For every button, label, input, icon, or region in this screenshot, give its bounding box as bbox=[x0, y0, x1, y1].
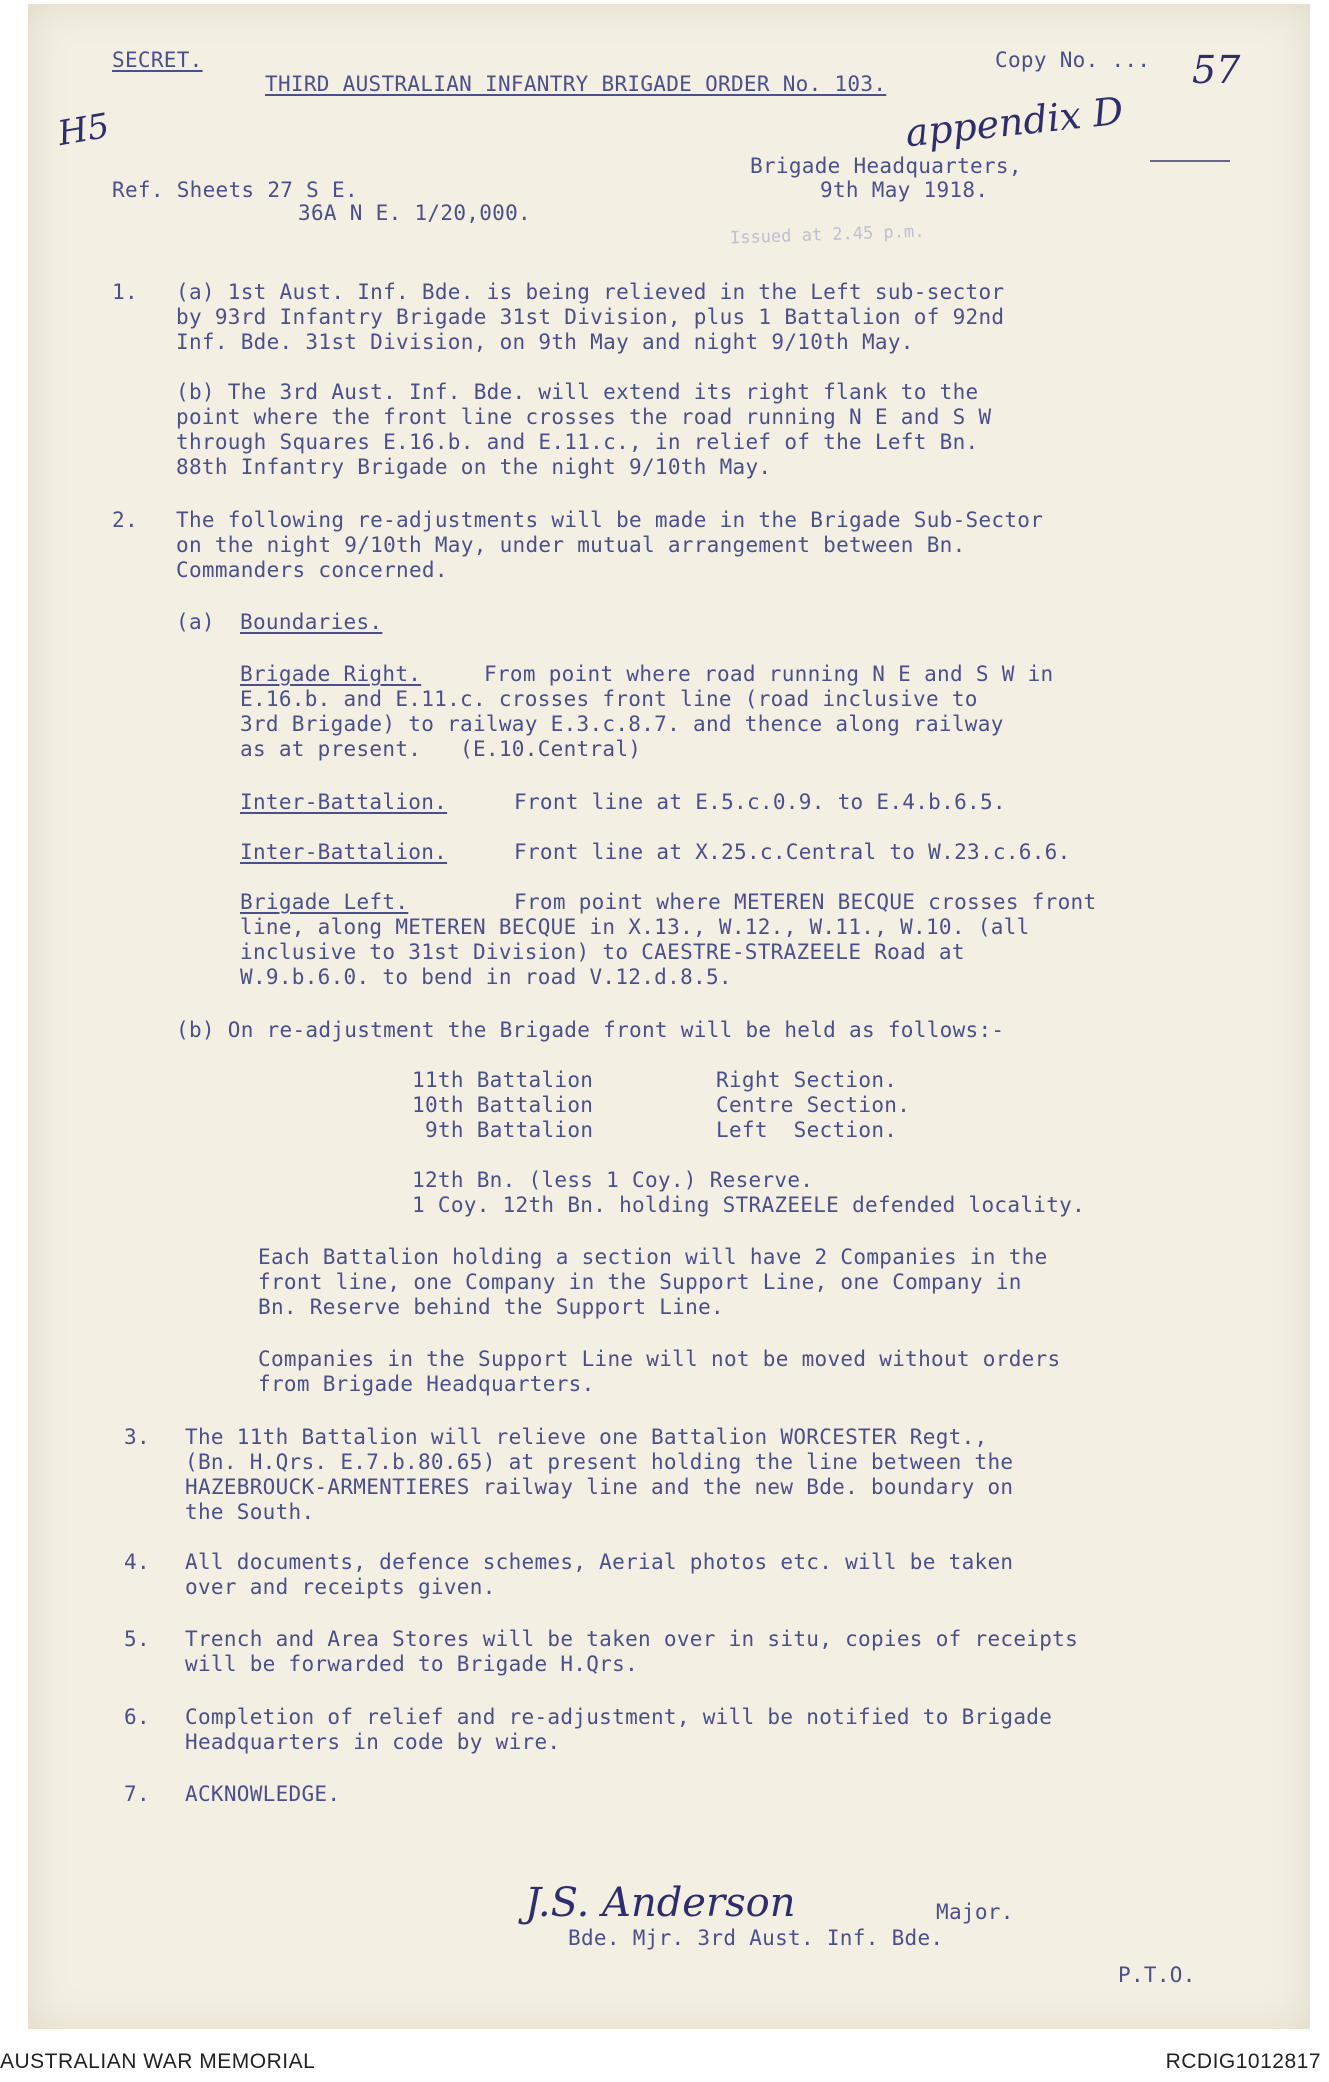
para1b-line3: through Squares E.16.b. and E.11.c., in relief of the Left Bn. bbox=[176, 430, 979, 454]
acknowledge: ACKNOWLEDGE. bbox=[185, 1782, 341, 1806]
para1b-line4: 88th Infantry Brigade on the night 9/10th May. bbox=[176, 455, 772, 479]
para3-line3: HAZEBROUCK-ARMENTIERES railway line and the new Bde. boundary on bbox=[185, 1475, 1014, 1499]
inter-battalion-2-text: Front line at X.25.c.Central to W.23.c.6.6. bbox=[514, 840, 1071, 864]
section-name-1: Right Section. bbox=[716, 1068, 898, 1092]
brigade-left-line1: From point where METEREN BECQUE crosses front bbox=[514, 890, 1097, 914]
para1-number: 1. bbox=[112, 280, 138, 304]
pto-note: P.T.O. bbox=[1118, 1963, 1196, 1987]
para6-number: 6. bbox=[124, 1705, 150, 1729]
order-date: 9th May 1918. bbox=[820, 178, 989, 202]
brigade-right-line4: as at present. (E.10.Central) bbox=[240, 737, 642, 761]
para1b-line2: point where the front line crosses the road running N E and S W bbox=[176, 405, 992, 429]
reserve-line2: 1 Coy. 12th Bn. holding STRAZEELE defended locality. bbox=[412, 1193, 1086, 1217]
para2b-text: (b) On re-adjustment the Brigade front will be held as follows:- bbox=[176, 1018, 1005, 1042]
para3-line1: The 11th Battalion will relieve one Battalion WORCESTER Regt., bbox=[185, 1425, 988, 1449]
brigade-left-line4: W.9.b.6.0. to bend in road V.12.d.8.5. bbox=[240, 965, 732, 989]
section-bn-1: 11th Battalion bbox=[412, 1068, 594, 1092]
boundaries-heading: Boundaries. bbox=[240, 610, 383, 634]
section-name-3: Left Section. bbox=[716, 1118, 898, 1142]
secret-label: SECRET. bbox=[112, 48, 203, 72]
companies-line2: from Brigade Headquarters. bbox=[258, 1372, 595, 1396]
brigade-hq: Brigade Headquarters, bbox=[750, 154, 1022, 178]
para4-line1: All documents, defence schemes, Aerial photos etc. will be taken bbox=[185, 1550, 1014, 1574]
para2-intro-line2: on the night 9/10th May, under mutual arrangement between Bn. bbox=[176, 533, 966, 557]
section-bn-2: 10th Battalion bbox=[412, 1093, 594, 1117]
para1b-line1: (b) The 3rd Aust. Inf. Bde. will extend its right flank to the bbox=[176, 380, 979, 404]
para2-intro-line3: Commanders concerned. bbox=[176, 558, 448, 582]
brigade-left-line3: inclusive to 31st Division) to CAESTRE-STRAZEELE Road at bbox=[240, 940, 965, 964]
each-battalion-line1: Each Battalion holding a section will have 2 Companies in the bbox=[258, 1245, 1048, 1269]
signature-title: Bde. Mjr. 3rd Aust. Inf. Bde. bbox=[568, 1926, 944, 1950]
inter-battalion-2-label: Inter-Battalion. bbox=[240, 840, 448, 864]
para1a-line1: (a) 1st Aust. Inf. Bde. is being relieved in the Left sub-sector bbox=[176, 280, 1005, 304]
appendix-underline bbox=[1150, 160, 1230, 162]
para6-line2: Headquarters in code by wire. bbox=[185, 1730, 561, 1754]
footer-institution: AUSTRALIAN WAR MEMORIAL bbox=[0, 2050, 316, 2073]
para6-line1: Completion of relief and re-adjustment, will be notified to Brigade bbox=[185, 1705, 1053, 1729]
para5-line1: Trench and Area Stores will be taken over in situ, copies of receipts bbox=[185, 1627, 1079, 1651]
brigade-right-line2: E.16.b. and E.11.c. crosses front line (road inclusive to bbox=[240, 687, 978, 711]
reserve-line1: 12th Bn. (less 1 Coy.) Reserve. bbox=[412, 1168, 814, 1192]
margin-annotation: H5 bbox=[54, 105, 113, 155]
footer-record-id: RCDIG1012817 bbox=[1165, 2050, 1321, 2073]
signature: J.S. Anderson bbox=[525, 1880, 796, 1926]
issued-stamp: Issued at 2.45 p.m. bbox=[729, 221, 925, 249]
copy-number: Copy No. ... bbox=[995, 48, 1151, 72]
para3-line2: (Bn. H.Qrs. E.7.b.80.65) at present holding the line between the bbox=[185, 1450, 1014, 1474]
brigade-left-line2: line, along METEREN BECQUE in X.13., W.12., W.11., W.10. (all bbox=[240, 915, 1030, 939]
companies-line1: Companies in the Support Line will not be moved without orders bbox=[258, 1347, 1061, 1371]
brigade-right-line3: 3rd Brigade) to railway E.3.c.8.7. and thence along railway bbox=[240, 712, 1004, 736]
section-name-2: Centre Section. bbox=[716, 1093, 911, 1117]
appendix-annotation: appendix D bbox=[903, 88, 1126, 156]
para3-number: 3. bbox=[124, 1425, 150, 1449]
ref-sheets-line2: 36A N E. 1/20,000. bbox=[298, 201, 531, 225]
each-battalion-line3: Bn. Reserve behind the Support Line. bbox=[258, 1295, 724, 1319]
brigade-right-line1: From point where road running N E and S W in bbox=[484, 662, 1054, 686]
para5-line2: will be forwarded to Brigade H.Qrs. bbox=[185, 1652, 639, 1676]
para2-number: 2. bbox=[112, 508, 138, 532]
order-title: THIRD AUSTRALIAN INFANTRY BRIGADE ORDER No. 103. bbox=[265, 72, 887, 96]
para3-line4: the South. bbox=[185, 1500, 315, 1524]
para4-line2: over and receipts given. bbox=[185, 1575, 496, 1599]
inter-battalion-1-label: Inter-Battalion. bbox=[240, 790, 448, 814]
ref-sheets-line1: Ref. Sheets 27 S E. bbox=[112, 178, 358, 202]
para2-intro-line1: The following re-adjustments will be made in the Brigade Sub-Sector bbox=[176, 508, 1044, 532]
section-bn-3: 9th Battalion bbox=[425, 1118, 594, 1142]
brigade-left-label: Brigade Left. bbox=[240, 890, 409, 914]
copy-number-handwritten: 57 bbox=[1192, 48, 1241, 92]
para5-number: 5. bbox=[124, 1627, 150, 1651]
para2a-label: (a) bbox=[176, 610, 215, 634]
signature-rank: Major. bbox=[936, 1900, 1014, 1924]
inter-battalion-1-text: Front line at E.5.c.0.9. to E.4.b.6.5. bbox=[514, 790, 1006, 814]
para1a-line2: by 93rd Infantry Brigade 31st Division, plus 1 Battalion of 92nd bbox=[176, 305, 1005, 329]
brigade-right-label: Brigade Right. bbox=[240, 662, 422, 686]
para7-number: 7. bbox=[124, 1782, 150, 1806]
para4-number: 4. bbox=[124, 1550, 150, 1574]
each-battalion-line2: front line, one Company in the Support Line, one Company in bbox=[258, 1270, 1022, 1294]
para1a-line3: Inf. Bde. 31st Division, on 9th May and night 9/10th May. bbox=[176, 330, 914, 354]
